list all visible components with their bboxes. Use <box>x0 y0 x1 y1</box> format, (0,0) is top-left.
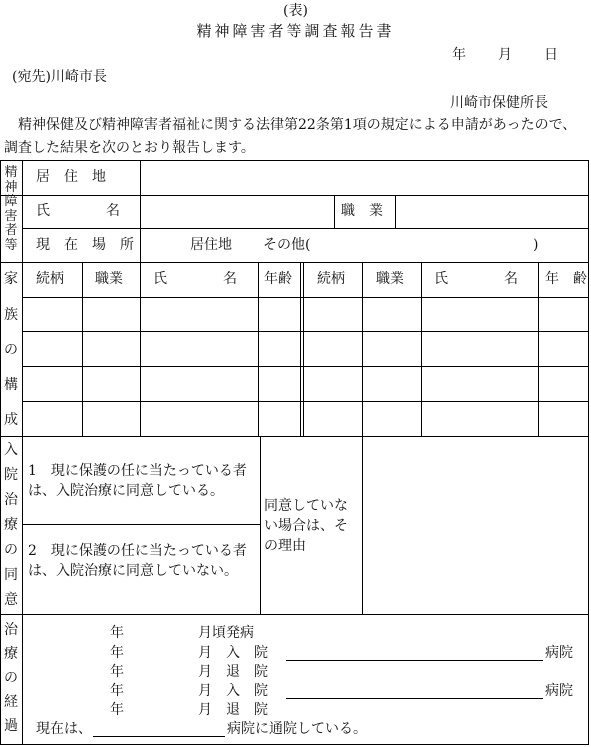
family-label-char: 成 <box>4 412 18 428</box>
location-option-other: その他( <box>263 237 311 253</box>
family-header-occupation: 職業 <box>95 271 123 287</box>
rule <box>140 160 141 262</box>
location-option-residence: 居住地 <box>190 237 232 253</box>
consent-label-char: 治 <box>4 492 18 508</box>
disagree-reason-label: 同意していない場合は、その理由 <box>264 498 348 554</box>
date-month-label: 月 <box>498 47 512 63</box>
history-label-char: の <box>4 670 18 686</box>
family-label-char: 構 <box>4 377 18 393</box>
body-text <box>4 114 589 160</box>
consent-label-char: 意 <box>4 592 18 608</box>
family-header-relation: 続柄 <box>36 271 64 287</box>
family-label-char: の <box>4 342 18 358</box>
family-header-name: 氏 名 <box>153 271 237 287</box>
rule <box>22 228 589 229</box>
hospital-name-blank[interactable] <box>286 698 543 699</box>
history-month-event: 月 退 院 <box>198 702 268 718</box>
current-location-label: 現 在 場 所 <box>36 237 134 253</box>
rule <box>0 195 589 196</box>
report-date <box>452 44 558 64</box>
rule <box>0 262 589 263</box>
family-label-char: 族 <box>4 307 18 323</box>
history-month-event: 月 入 院 <box>198 683 268 699</box>
history-year: 年 <box>110 625 124 641</box>
rule <box>22 366 589 367</box>
rule <box>22 401 589 402</box>
family-header-age: 年齢 <box>264 271 292 287</box>
history-year: 年 <box>110 664 124 680</box>
rule <box>0 436 589 437</box>
occupation-label: 職 業 <box>341 203 383 219</box>
family-header-age: 年 齢 <box>545 271 587 287</box>
rule <box>362 262 363 436</box>
location-close-paren: ) <box>533 237 539 253</box>
history-year: 年 <box>110 702 124 718</box>
history-month-event: 月 退 院 <box>198 664 268 680</box>
name-label: 氏 名 <box>36 203 120 219</box>
consent-option-agree: 1 現に保護の任に当たっている者は、入院治療に同意している。 <box>28 463 247 499</box>
patient-section-label: 精 神 障 害 者 等 <box>4 165 18 253</box>
rule <box>0 614 589 615</box>
sender: 川崎市保健所長 <box>450 95 548 111</box>
form-title: 精神障害者等調査報告書 <box>196 22 395 40</box>
rule <box>260 436 261 614</box>
date-year-label: 年 <box>452 47 466 63</box>
rule <box>22 524 260 525</box>
form-side-label: (表) <box>283 3 308 19</box>
rule <box>258 262 259 436</box>
rule <box>538 262 539 436</box>
rule <box>303 262 304 436</box>
history-month-event: 月頃発病 <box>198 625 254 641</box>
body-sentence: 精神保健及び精神障害者福祉に関する法律第22条第1項の規定による申請があったので、調査した結果を次のとおり報告します。 <box>4 117 577 156</box>
addressee: (宛先)川崎市長 <box>12 69 107 85</box>
date-day-label: 日 <box>544 47 558 63</box>
history-month-event: 月 入 院 <box>198 645 268 661</box>
history-label-char: 療 <box>4 646 18 662</box>
family-header-occupation: 職業 <box>376 271 404 287</box>
history-label-char: 経 <box>4 694 18 710</box>
rule <box>300 262 301 436</box>
consent-label-char: 同 <box>4 567 18 583</box>
current-status-suffix: 病院に通院している。 <box>227 721 367 737</box>
rule <box>421 262 422 436</box>
consent-label-char: 院 <box>4 467 18 483</box>
consent-label-char: の <box>4 542 18 558</box>
hospital-name-blank[interactable] <box>286 660 543 661</box>
consent-label-char: 入 <box>4 442 18 458</box>
rule <box>395 195 396 228</box>
consent-label-char: 療 <box>4 517 18 533</box>
family-label-char: 家 <box>4 271 18 287</box>
family-header-name: 氏 名 <box>434 271 518 287</box>
family-header-relation: 続柄 <box>317 271 345 287</box>
rule <box>334 195 335 228</box>
rule <box>22 331 589 332</box>
history-label-char: 過 <box>4 718 18 734</box>
current-status-prefix: 現在は、 <box>36 721 92 737</box>
rule <box>22 297 589 298</box>
current-hospital-blank[interactable] <box>93 736 225 737</box>
hospital-suffix: 病院 <box>545 645 573 661</box>
history-year: 年 <box>110 645 124 661</box>
history-year: 年 <box>110 683 124 699</box>
rule <box>22 160 23 745</box>
rule <box>82 262 83 436</box>
hospital-suffix: 病院 <box>545 683 573 699</box>
rule <box>362 436 363 614</box>
rule <box>140 262 141 436</box>
consent-option-disagree: 2 現に保護の任に当たっている者は、入院治療に同意していない。 <box>28 543 247 579</box>
address-label: 居 住 地 <box>36 169 106 185</box>
history-label-char: 治 <box>4 622 18 638</box>
